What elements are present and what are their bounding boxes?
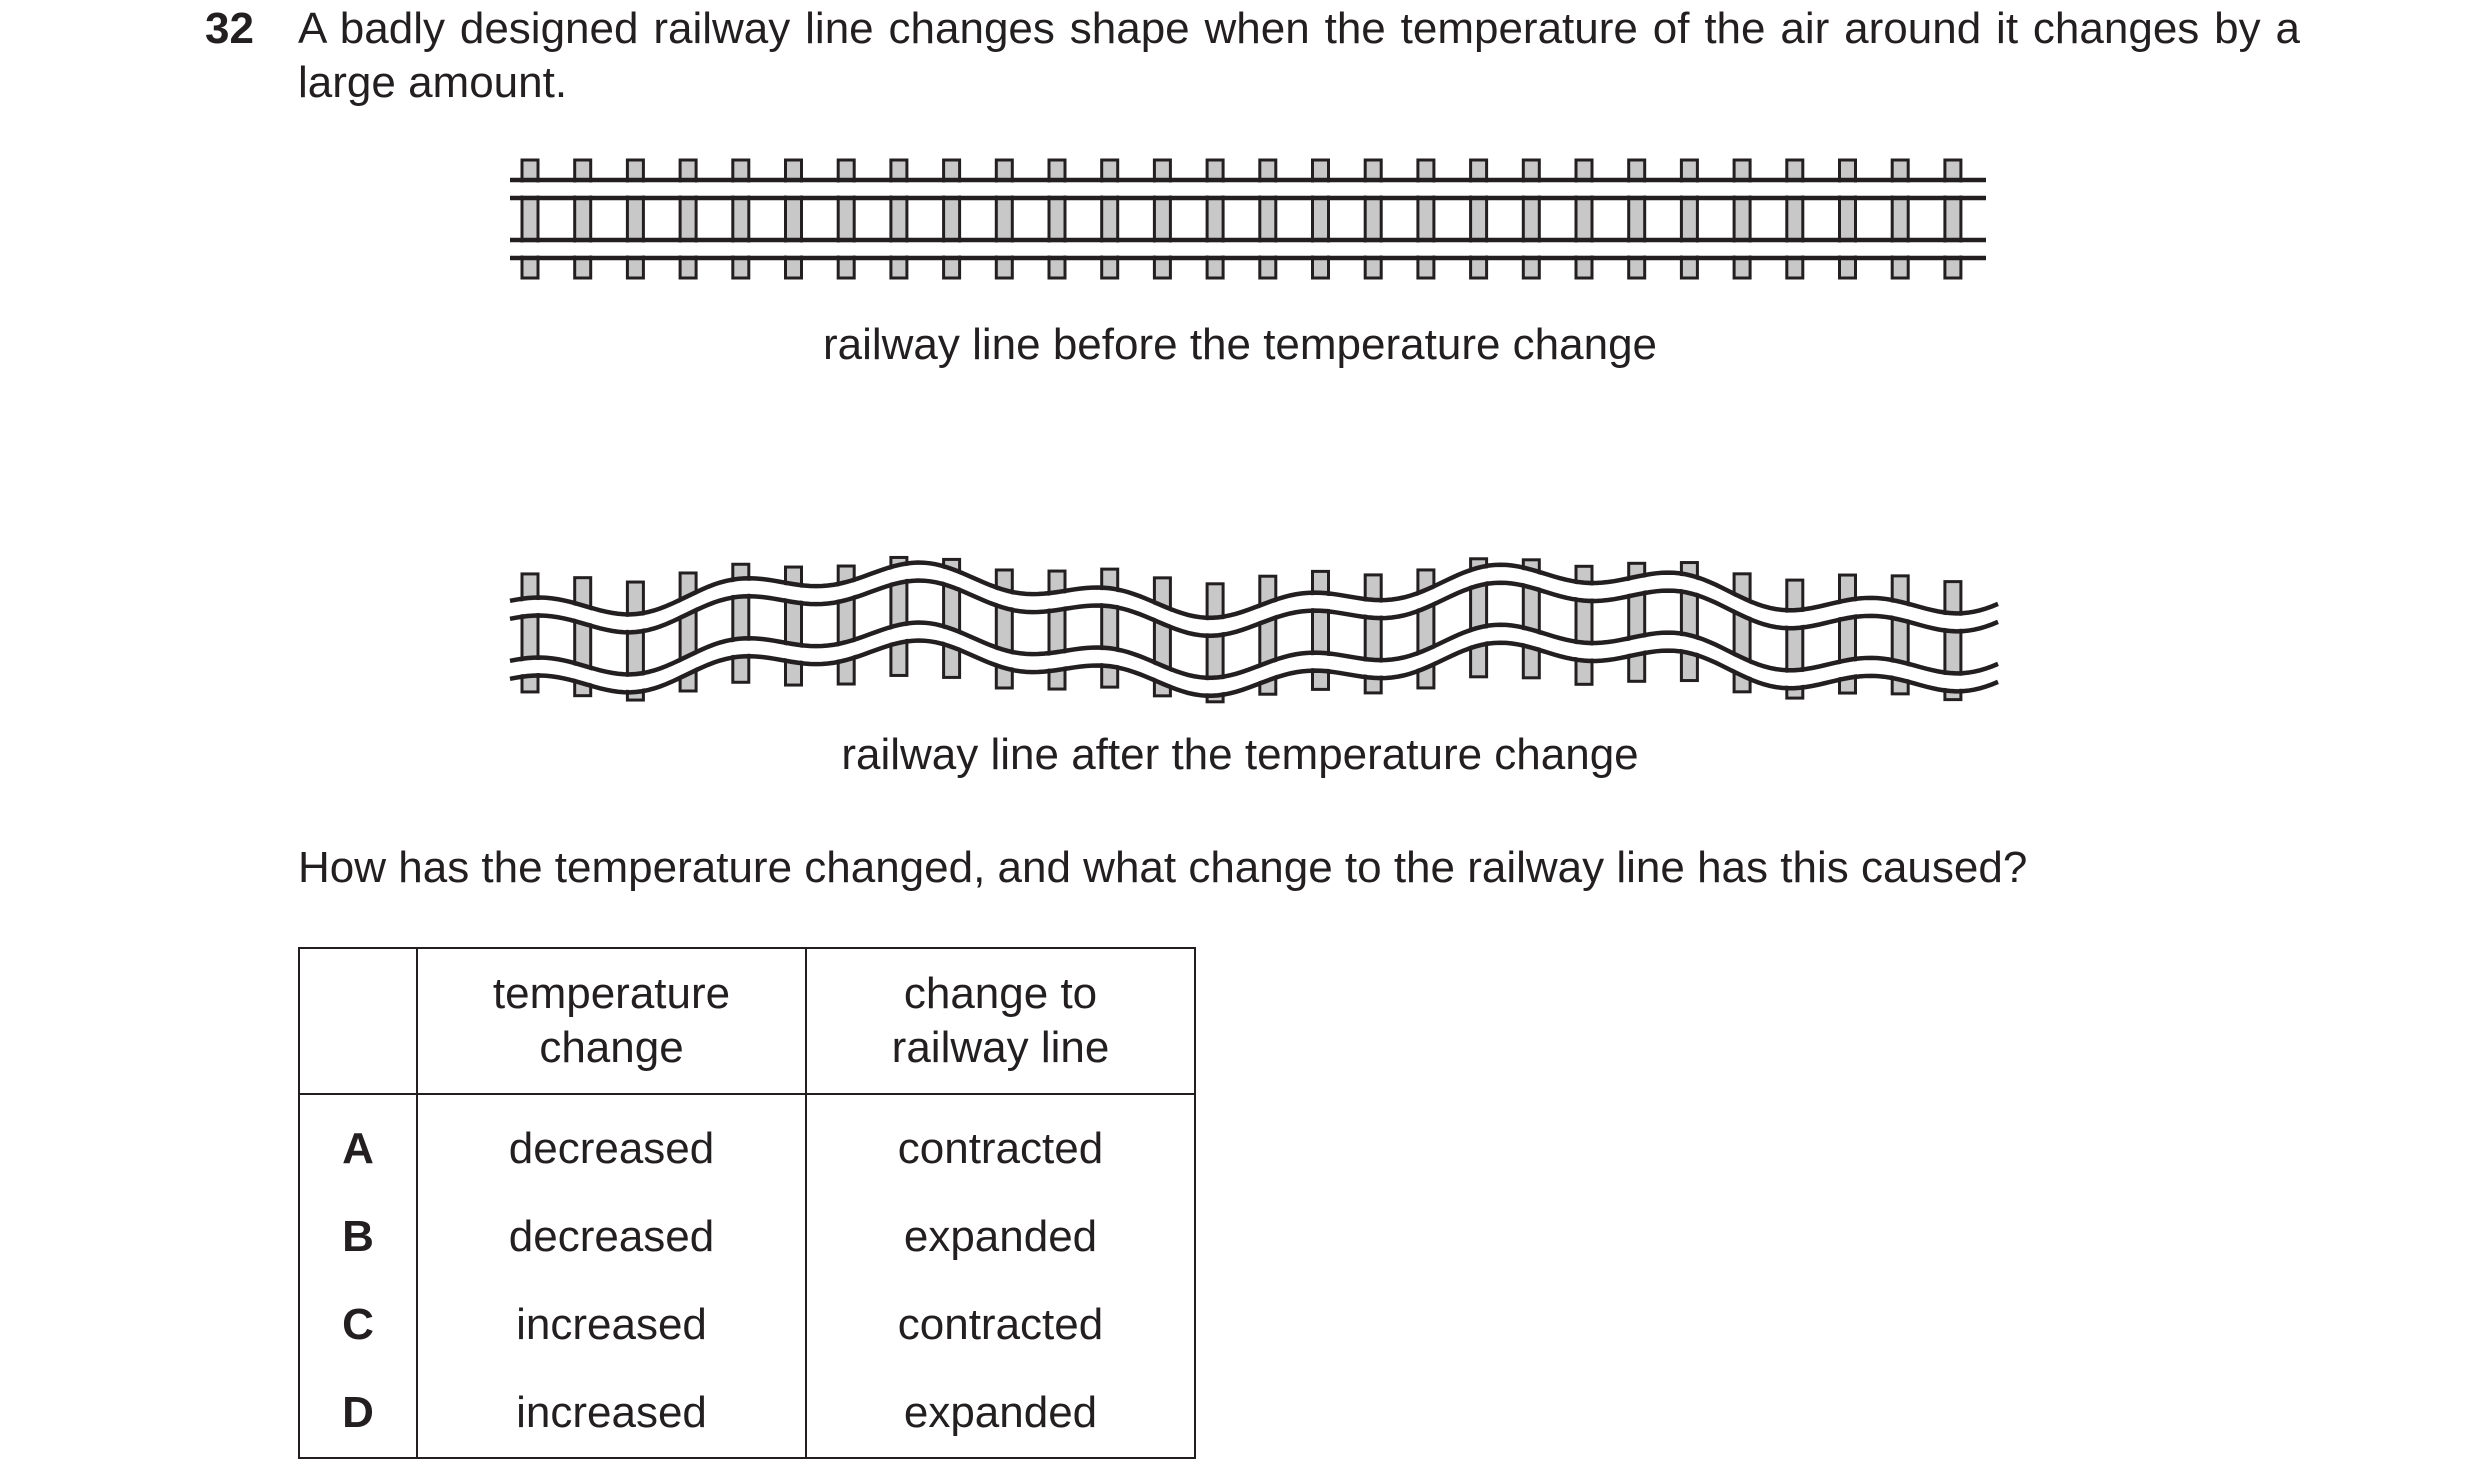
option-letter: D: [299, 1369, 417, 1458]
header-change-label: change to railway line: [891, 969, 1110, 1072]
sleeper: [1734, 160, 1750, 278]
sleeper: [1629, 160, 1645, 278]
question-number: 32: [205, 4, 254, 53]
after-caption: railway line after the temperature change: [841, 730, 1639, 779]
sleeper: [1313, 160, 1329, 278]
sleeper: [680, 160, 696, 278]
option-letter: B: [299, 1193, 417, 1281]
answer-row-d[interactable]: [299, 1369, 1195, 1458]
sleeper: [1418, 160, 1434, 278]
sleeper: [1260, 160, 1276, 278]
sleeper: [575, 160, 591, 278]
header-change-to-railway: [806, 948, 1195, 1094]
option-change: expanded: [806, 1193, 1195, 1281]
sleeper: [1523, 160, 1539, 278]
sleeper: [1049, 160, 1065, 278]
rail: [512, 243, 1988, 256]
sleeper: [1576, 160, 1592, 278]
option-change: contracted: [806, 1281, 1195, 1369]
sleeper: [1787, 160, 1803, 278]
sleeper: [1945, 160, 1961, 278]
sleeper: [944, 160, 960, 278]
sleeper: [1207, 160, 1223, 278]
answer-row-a[interactable]: [299, 1094, 1195, 1193]
sleeper: [627, 160, 643, 278]
railway-before-figure: [0, 130, 2480, 290]
railway-after-figure: [0, 540, 2480, 700]
sleeper: [1681, 160, 1697, 278]
option-temperature: decreased: [417, 1193, 806, 1281]
sleeper: [838, 160, 854, 278]
option-temperature: increased: [417, 1369, 806, 1458]
answer-row-c[interactable]: [299, 1281, 1195, 1369]
sleeper: [1840, 160, 1856, 278]
question-text: A badly designed railway line changes shape when the temperature of the air around it changes by a large amount.: [298, 4, 2300, 107]
answer-table: [298, 947, 1196, 1459]
sleeper: [1102, 160, 1118, 278]
sleeper: [786, 160, 802, 278]
sleeper: [1365, 160, 1381, 278]
sleeper: [891, 160, 907, 278]
sleeper: [1154, 160, 1170, 278]
sleeper: [733, 160, 749, 278]
sleeper: [522, 160, 538, 278]
sleeper: [1471, 160, 1487, 278]
table-header-row: [299, 948, 1195, 1094]
option-letter: C: [299, 1281, 417, 1369]
option-temperature: decreased: [417, 1094, 806, 1193]
header-temperature-change: [417, 948, 806, 1094]
option-temperature: increased: [417, 1281, 806, 1369]
answer-row-b[interactable]: [299, 1193, 1195, 1281]
option-letter: A: [299, 1094, 417, 1193]
header-letter: [299, 948, 417, 1094]
sleeper: [1892, 160, 1908, 278]
option-change: contracted: [806, 1094, 1195, 1193]
question-prompt: How has the temperature changed, and what change to the railway line has this caused?: [298, 843, 2028, 892]
option-change: expanded: [806, 1369, 1195, 1458]
before-caption: railway line before the temperature change: [822, 320, 1658, 369]
sleeper: [996, 160, 1012, 278]
header-temperature-label: temperature change: [492, 969, 731, 1072]
rail: [512, 183, 1988, 196]
